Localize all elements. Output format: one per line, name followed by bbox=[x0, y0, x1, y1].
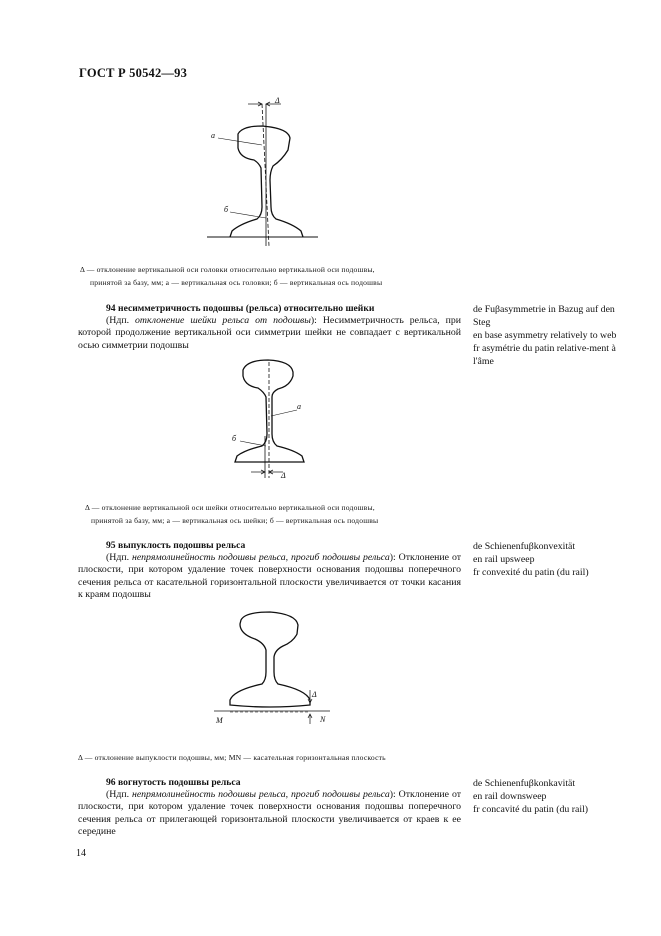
term-94-fr: fr asymétrie du patin relative-ment à l'âme bbox=[473, 343, 616, 367]
term-95-title: выпуклость подошвы рельса bbox=[118, 540, 246, 551]
term-96-title: вогнутость подошвы рельса bbox=[118, 777, 241, 788]
term-96-definition: ): Отклонение от плоскости, при котором удаление точек поверхности основания подошвы поперечного сечения рельса от прилегающей горизонтальной плоскости увеличивается от краев к ее середине bbox=[78, 789, 461, 837]
term-96-alt-term: непрямолинейность подошвы рельса, прогиб подошвы рельса bbox=[131, 789, 390, 801]
term-94-number: 94 bbox=[106, 303, 116, 314]
term-95-de: de Schienenfuβkonvexität bbox=[473, 541, 576, 552]
fig3-label-n: N bbox=[320, 715, 326, 724]
rail-profile-3 bbox=[230, 612, 310, 707]
term-94-en: en base asymmetry relatively to web bbox=[473, 330, 617, 341]
term-96-en: en rail downsweep bbox=[473, 791, 547, 802]
figure-1-caption-line-2: принятой за базу, мм; а — вертикальная ось головки; б — вертикальная ось подошвы bbox=[90, 278, 383, 287]
term-95-en: en rail upsweep bbox=[473, 554, 535, 565]
fig1-label-a: а bbox=[211, 131, 215, 140]
fig1-label-b: б bbox=[224, 205, 229, 214]
fig2-label-delta: Δ bbox=[281, 471, 286, 480]
figure-3-caption: Δ — отклонение выпуклости подошвы, мм; MN — касательная горизонтальная плоскость bbox=[78, 753, 386, 762]
figure-2-caption-line-2: принятой за базу, мм; а — вертикальная ось шейки; б — вертикальная ось подошвы bbox=[91, 516, 379, 525]
term-94-title: несимметричность подошвы (рельса) относительно шейки bbox=[118, 303, 375, 314]
page-number: 14 bbox=[76, 848, 86, 859]
term-96-number: 96 bbox=[106, 777, 116, 788]
term-94-definition: ): Несимметричность рельса, при которой продолжение вертикальной оси симметрии шейки не совпадает с вертикальной осью симметрии подошвы bbox=[78, 315, 462, 351]
term-96-paren: (Ндп. bbox=[106, 789, 132, 801]
term-95-number: 95 bbox=[106, 540, 116, 551]
fig3-label-m: M bbox=[216, 716, 223, 725]
term-95-paren: (Ндп. bbox=[106, 552, 132, 564]
figure-2-caption-line-1: Δ — отклонение вертикальной оси шейки относительно вертикальной оси подошвы, bbox=[85, 503, 375, 512]
fig1-label-delta: Δ bbox=[275, 96, 280, 105]
term-94-paren: (Ндп. bbox=[106, 315, 135, 327]
term-95-alt-term: непрямолинейность подошвы рельса, прогиб подошвы рельса bbox=[131, 552, 390, 564]
fig3-label-delta: Δ bbox=[312, 690, 317, 699]
term-96-foreign bbox=[473, 777, 633, 816]
term-96-de: de Schienenfuβkonkavität bbox=[473, 778, 576, 789]
term-96-fr: fr concavité du patin (du rail) bbox=[473, 804, 589, 815]
fig2-label-b: б bbox=[232, 434, 237, 443]
figure-1-caption-line-1: Δ — отклонение вертикальной оси головки относительно вертикальной оси подошвы, bbox=[80, 265, 375, 274]
term-95-definition: ): Отклонение от плоскости, при котором удаление точек поверхности основания подошвы поперечного сечения рельса от касательной горизонтальной плоскости увеличивается от точки касания к краям подошвы bbox=[78, 552, 461, 600]
term-95-fr: fr convexité du patin (du rail) bbox=[473, 567, 589, 578]
term-94-alt-term: отклонение шейки рельса от подошвы bbox=[135, 315, 311, 327]
standard-header: ГОСТ Р 50542—93 bbox=[79, 66, 188, 80]
term-96-entry bbox=[78, 777, 461, 838]
fig2-label-a: а bbox=[297, 402, 301, 411]
term-94-de: de Fuβasymmetrie in Bazug auf den Steg bbox=[473, 304, 615, 328]
